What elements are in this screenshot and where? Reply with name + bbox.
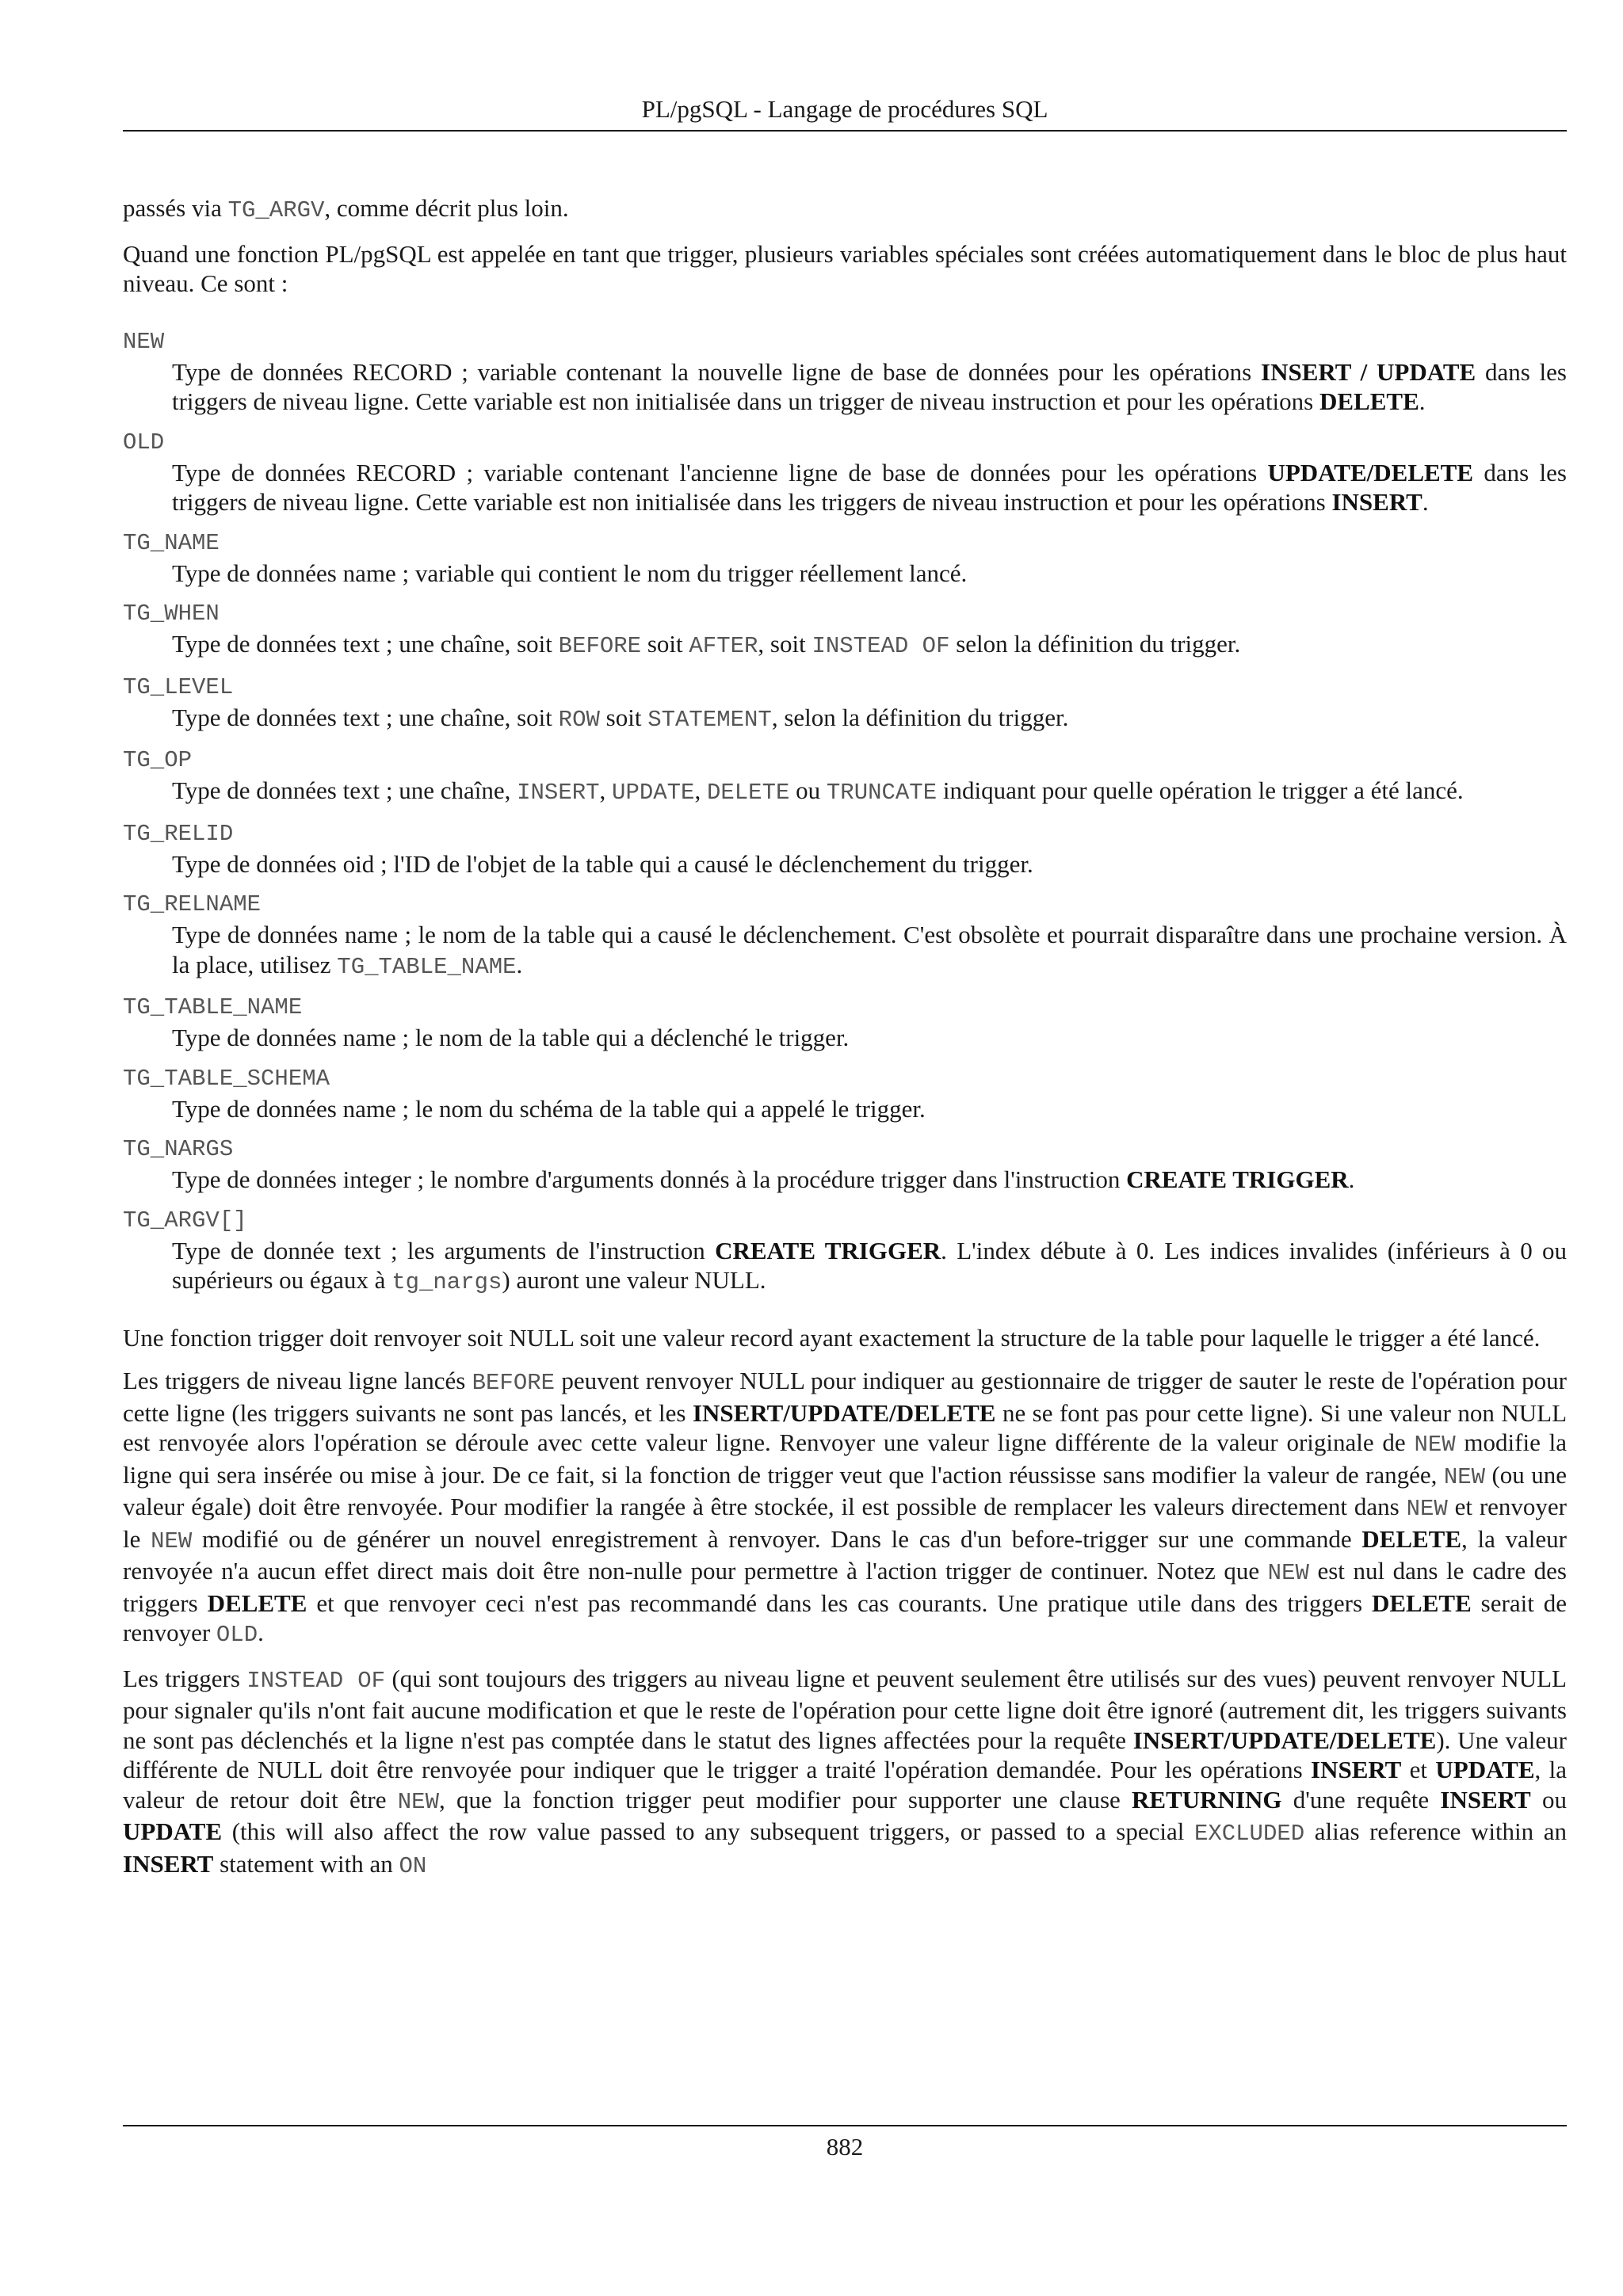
desc-tg-when — [172, 629, 1567, 662]
desc-tg-table-schema: Type de données name ; le nom du schéma de la table qui a appelé le trigger. — [172, 1094, 926, 1123]
term-old: OLD — [123, 429, 165, 456]
desc-tg-argv — [172, 1236, 1567, 1298]
text-run: selon la définition du trigger. — [949, 630, 1241, 658]
text-run: Type de données name ; le nom de la table qui a causé le déclenchement. C'est obsolète et pourrait disparaître dans une prochaine version. À la place, utilisez — [172, 921, 1567, 978]
text-run: alias reference within an — [1304, 1817, 1567, 1845]
return-paragraph-2 — [123, 1366, 1567, 1650]
text-run: et renvoyer le — [123, 1493, 1567, 1553]
text-run: dans les triggers de niveau ligne. Cette variable est non initialisée dans un trigger de niveau instruction et pour les opérations — [172, 357, 1567, 415]
intro-paragraph-1 — [123, 193, 1567, 226]
bold-run: DELETE — [1336, 1726, 1437, 1754]
code-run: TRUNCATE — [826, 780, 938, 806]
text-run: . — [516, 950, 523, 978]
bold-run: DELETE — [1373, 458, 1474, 486]
desc-tg-table-name: Type de données name ; le nom de la table qui a déclenché le trigger. — [172, 1024, 850, 1051]
desc-tg-nargs — [172, 1165, 1567, 1195]
term-tg-relid: TG_RELID — [123, 820, 234, 847]
bold-run: RETURNING — [1132, 1785, 1282, 1814]
text-run: modifie la ligne qui sera insérée ou mise à jour. De ce fait, si la fonction de trigger veut que l'action réussisse sans modifier la valeur de rangée, — [123, 1428, 1567, 1489]
term-tg-nargs: TG_NARGS — [123, 1136, 234, 1162]
text-run: (ou une valeur égale) doit être renvoyée. Pour modifier la rangée à être stockée, il est possible de remplacer les valeurs directement dans — [123, 1460, 1567, 1520]
footer-rule — [123, 2125, 1567, 2126]
bold-run: INSERT — [1331, 488, 1423, 516]
code-run: NEW — [1267, 1560, 1309, 1586]
text-run: (qui sont toujours des triggers au niveau ligne et peuvent seulement être utilisés sur des vues) peuvent renvoyer NULL pour signaler qu'ils n'ont fait aucune modification et que le reste de l'opération pour cette ligne doit être ignoré (autrement dit, les triggers suivants ne sont pas déclenchés et la ligne n'est pas comptée dans le statut des lignes affectées pour la requête — [123, 1664, 1567, 1754]
term-tg-op: TG_OP — [123, 747, 193, 773]
code-run: OLD — [216, 1622, 258, 1648]
code-run: BEFORE — [558, 633, 642, 659]
desc-new — [172, 357, 1567, 417]
text-run: (this will also affect the row value passed to any subsequent triggers, or passed to a special — [222, 1817, 1194, 1845]
bold-run: INSERT — [1261, 357, 1351, 386]
text-run: soit — [641, 630, 689, 658]
text-run: peuvent renvoyer NULL pour indiquer au gestionnaire de trigger de sauter le reste de l'opération pour cette ligne (les triggers suivants ne sont pas lancés, et les — [123, 1367, 1567, 1427]
code-run: TG_ARGV — [227, 197, 325, 223]
code-run: NEW — [151, 1527, 193, 1554]
text-run: indiquant pour quelle opération le trigger a été lancé. — [937, 776, 1464, 804]
code-run: ON — [399, 1852, 427, 1879]
term-tg-table-schema: TG_TABLE_SCHEMA — [123, 1065, 330, 1092]
bold-run: INSERT — [692, 1398, 784, 1427]
return-paragraph-3 — [123, 1664, 1567, 1882]
text-run: d'une requête — [1281, 1785, 1441, 1814]
bold-run: UPDATE — [789, 1398, 890, 1427]
bold-run: / — [783, 1398, 790, 1427]
return-paragraph-1: Une fonction trigger doit renvoyer soit NULL soit une valeur record ayant exactement la structure de la table pour laquelle le trigger a été lancé. — [123, 1323, 1541, 1352]
text-run: . — [258, 1619, 264, 1646]
bold-run: UPDATE — [1267, 458, 1367, 486]
trigger-variables-list — [123, 327, 1567, 1298]
desc-tg-relname — [172, 920, 1567, 982]
desc-tg-op — [172, 776, 1567, 808]
term-tg-level: TG_LEVEL — [123, 673, 234, 700]
text-run: serait de renvoyer — [123, 1589, 1567, 1646]
bold-run: UPDATE — [1435, 1756, 1535, 1783]
text-run: , — [599, 776, 613, 804]
code-run: NEW — [1406, 1496, 1448, 1522]
text-run: ) auront une valeur NULL. — [502, 1266, 766, 1294]
code-run: BEFORE — [472, 1370, 556, 1396]
text-run: , — [694, 776, 707, 804]
text-run: , comme décrit plus loin. — [324, 194, 569, 222]
code-run: UPDATE — [612, 780, 695, 806]
text-run: Type de données text ; une chaîne, — [172, 776, 517, 804]
bold-run: / — [1366, 458, 1374, 486]
text-run: ). Une valeur différente de NULL doit être renvoyée pour indiquer que le trigger a traité l'opération demandée. Pour les opérations — [123, 1726, 1567, 1783]
code-run: TG_TABLE_NAME — [337, 953, 517, 980]
intro-paragraph-2: Quand une fonction PL/pgSQL est appelée en tant que trigger, plusieurs variables spéciales sont créées automatiquement dans le bloc de plus haut niveau. Ce sont : — [123, 239, 1567, 297]
code-run: NEW — [1414, 1432, 1456, 1458]
text-run: Les triggers — [123, 1664, 247, 1692]
text-run: et que renvoyer ceci n'est pas recommandé dans les cas courants. Une pratique utile dans des triggers — [307, 1589, 1372, 1617]
page-body — [123, 193, 1567, 1894]
text-run: ou — [1530, 1785, 1568, 1814]
code-run: DELETE — [706, 780, 790, 806]
text-run: , que la fonction trigger peut modifier pour supporter une clause — [439, 1785, 1132, 1814]
code-run: INSERT — [517, 780, 600, 806]
text-run: , la valeur renvoyée n'a aucun effet direct mais doit être non-nulle pour permettre à l'action trigger de continuer. Notez que — [123, 1524, 1567, 1585]
term-tg-argv: TG_ARGV[] — [123, 1207, 247, 1234]
text-run: modifié ou de générer un nouvel enregistrement à renvoyer. Dans le cas d'un before-trigger sur une commande — [192, 1524, 1362, 1553]
code-run: STATEMENT — [647, 706, 772, 733]
text-run: Type de données text ; une chaîne, soit — [172, 703, 559, 731]
text-run: et — [1401, 1756, 1436, 1783]
text-run: . — [1422, 488, 1429, 516]
bold-run: CREATE TRIGGER — [715, 1236, 941, 1264]
bold-run: UPDATE — [123, 1817, 223, 1845]
code-run: NEW — [397, 1788, 439, 1815]
desc-tg-level — [172, 703, 1567, 735]
bold-run: / — [1224, 1726, 1231, 1754]
code-run: EXCLUDED — [1193, 1821, 1305, 1847]
bold-run: DELETE — [1371, 1589, 1472, 1617]
code-run: tg_nargs — [391, 1269, 502, 1295]
term-tg-relname: TG_RELNAME — [123, 891, 262, 917]
bold-run: / — [889, 1398, 896, 1427]
text-run: Type de données integer ; le nombre d'arguments donnés à la procédure trigger dans l'instruction — [172, 1165, 1127, 1193]
text-run: . — [1419, 387, 1426, 415]
desc-tg-name: Type de données name ; variable qui contient le nom du trigger réellement lancé. — [172, 559, 968, 587]
bold-run: DELETE — [1361, 1524, 1462, 1553]
text-run: , selon la définition du trigger. — [771, 703, 1069, 731]
text-run: dans les triggers de niveau ligne. Cette variable est non initialisée dans les triggers de niveau instruction et pour les opérations — [172, 458, 1567, 516]
text-run: . L'index débute à 0. Les indices invalides (inférieurs à 0 ou supérieurs ou égaux à — [172, 1236, 1568, 1294]
text-run: Type de données text ; une chaîne, soit — [172, 630, 559, 658]
text-run: passés via — [123, 194, 228, 222]
text-run: statement with an — [213, 1849, 399, 1878]
code-run: INSTEAD OF — [246, 1667, 386, 1694]
text-run: , soit — [758, 630, 812, 658]
bold-run: CREATE TRIGGER — [1126, 1165, 1349, 1193]
bold-run: / — [1350, 357, 1377, 386]
bold-run: UPDATE — [1230, 1726, 1330, 1754]
bold-run: DELETE — [896, 1398, 996, 1427]
text-run: Type de donnée text ; les arguments de l'instruction — [172, 1236, 716, 1264]
bold-run: INSERT — [1440, 1785, 1531, 1814]
term-tg-table-name: TG_TABLE_NAME — [123, 994, 303, 1020]
code-run: AFTER — [689, 633, 758, 659]
desc-old — [172, 458, 1567, 517]
page-number: 882 — [826, 2133, 864, 2161]
bold-run: DELETE — [207, 1589, 307, 1617]
text-run: Les triggers de niveau ligne lancés — [123, 1367, 472, 1394]
code-run: INSTEAD OF — [812, 633, 950, 659]
bold-run: UPDATE — [1377, 357, 1476, 386]
text-run: Type de données RECORD ; variable contenant l'ancienne ligne de base de données pour les opérations — [172, 458, 1268, 486]
bold-run: / — [1329, 1726, 1337, 1754]
bold-run: INSERT — [1132, 1726, 1224, 1754]
text-run: ou — [789, 776, 827, 804]
code-run: ROW — [558, 706, 600, 733]
document-page — [123, 0, 1567, 2296]
text-run: . — [1348, 1165, 1355, 1193]
bold-run: INSERT — [123, 1849, 214, 1878]
header-rule — [123, 130, 1567, 132]
term-tg-when: TG_WHEN — [123, 601, 220, 627]
code-run: NEW — [1443, 1463, 1486, 1490]
text-run: soit — [599, 703, 648, 731]
bold-run: INSERT — [1311, 1756, 1402, 1783]
text-run: , la valeur de retour doit être — [123, 1756, 1567, 1814]
term-new: NEW — [123, 328, 165, 355]
term-tg-name: TG_NAME — [123, 529, 220, 556]
bold-run: DELETE — [1319, 387, 1419, 415]
running-header: PL/pgSQL - Langage de procédures SQL — [641, 95, 1048, 123]
text-run: Type de données RECORD ; variable contenant la nouvelle ligne de base de données pour les opérations — [172, 357, 1262, 386]
text-run: est nul dans le cadre des triggers — [123, 1557, 1567, 1617]
desc-tg-relid: Type de données oid ; l'ID de l'objet de la table qui a causé le déclenchement du trigger. — [172, 849, 1033, 878]
text-run: ne se font pas pour cette ligne). Si une valeur non NULL est renvoyée alors l'opération se déroule avec cette valeur ligne. Renvoyer une valeur ligne différente de la valeur originale de — [123, 1398, 1568, 1456]
